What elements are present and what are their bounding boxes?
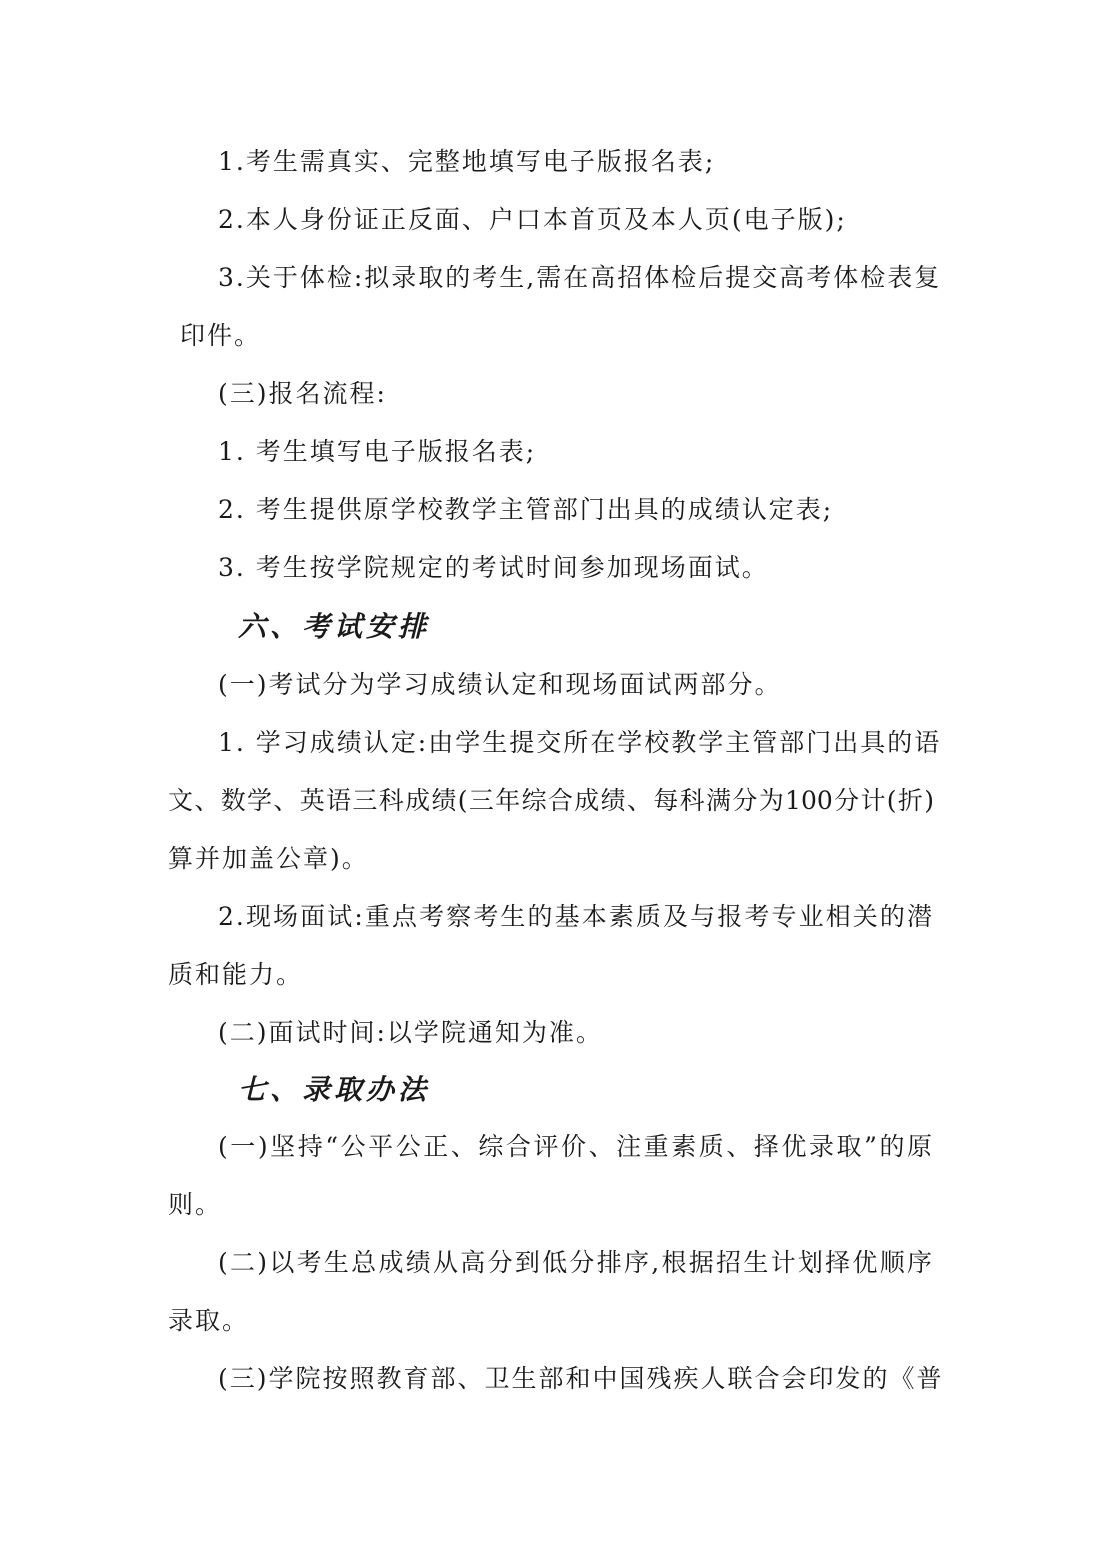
paragraph-line: 算并加盖公章)。: [168, 844, 369, 873]
paragraph-line: (三)报名流程:: [218, 379, 387, 408]
paragraph-line: 质和能力。: [168, 960, 304, 989]
paragraph-line: (二)以考生总成绩从高分到低分排序,根据招生计划择优顺序: [218, 1248, 934, 1277]
paragraph-line: 录取。: [168, 1306, 250, 1335]
paragraph-line: 印件。: [180, 321, 262, 350]
paragraph-line: 1. 考生填写电子版报名表;: [218, 437, 537, 466]
paragraph-line: 2. 考生提供原学校教学主管部门出具的成绩认定表;: [218, 495, 834, 524]
paragraph-line: 3.关于体检:拟录取的考生,需在高招体检后提交高考体检表复: [218, 263, 942, 292]
paragraph-line: (一)考试分为学习成绩认定和现场面试两部分。: [218, 670, 782, 699]
paragraph-line: 1.考生需真实、完整地填写电子版报名表;: [218, 147, 716, 176]
paragraph-line: 2.现场面试:重点考察考生的基本素质及与报考专业相关的潜: [218, 902, 934, 931]
paragraph-line: (二)面试时间:以学院通知为准。: [218, 1018, 603, 1047]
paragraph-line: 3. 考生按学院规定的考试时间参加现场面试。: [218, 553, 769, 582]
paragraph-line: 1. 学习成绩认定:由学生提交所在学校教学主管部门出具的语: [218, 728, 942, 757]
paragraph-line: (一)坚持“公平公正、综合评价、注重素质、择优录取”的原: [218, 1132, 934, 1161]
paragraph-line: 则。: [168, 1190, 223, 1219]
section-heading: 六、考试安排: [238, 610, 431, 643]
paragraph-line: 文、数学、英语三科成绩(三年综合成绩、每科满分为100分计(折): [168, 786, 934, 815]
paragraph-line: 2.本人身份证正反面、户口本首页及本人页(电子版);: [218, 205, 847, 234]
paragraph-line: (三)学院按照教育部、卫生部和中国残疾人联合会印发的《普: [218, 1364, 944, 1393]
section-heading: 七、录取办法: [238, 1073, 431, 1106]
